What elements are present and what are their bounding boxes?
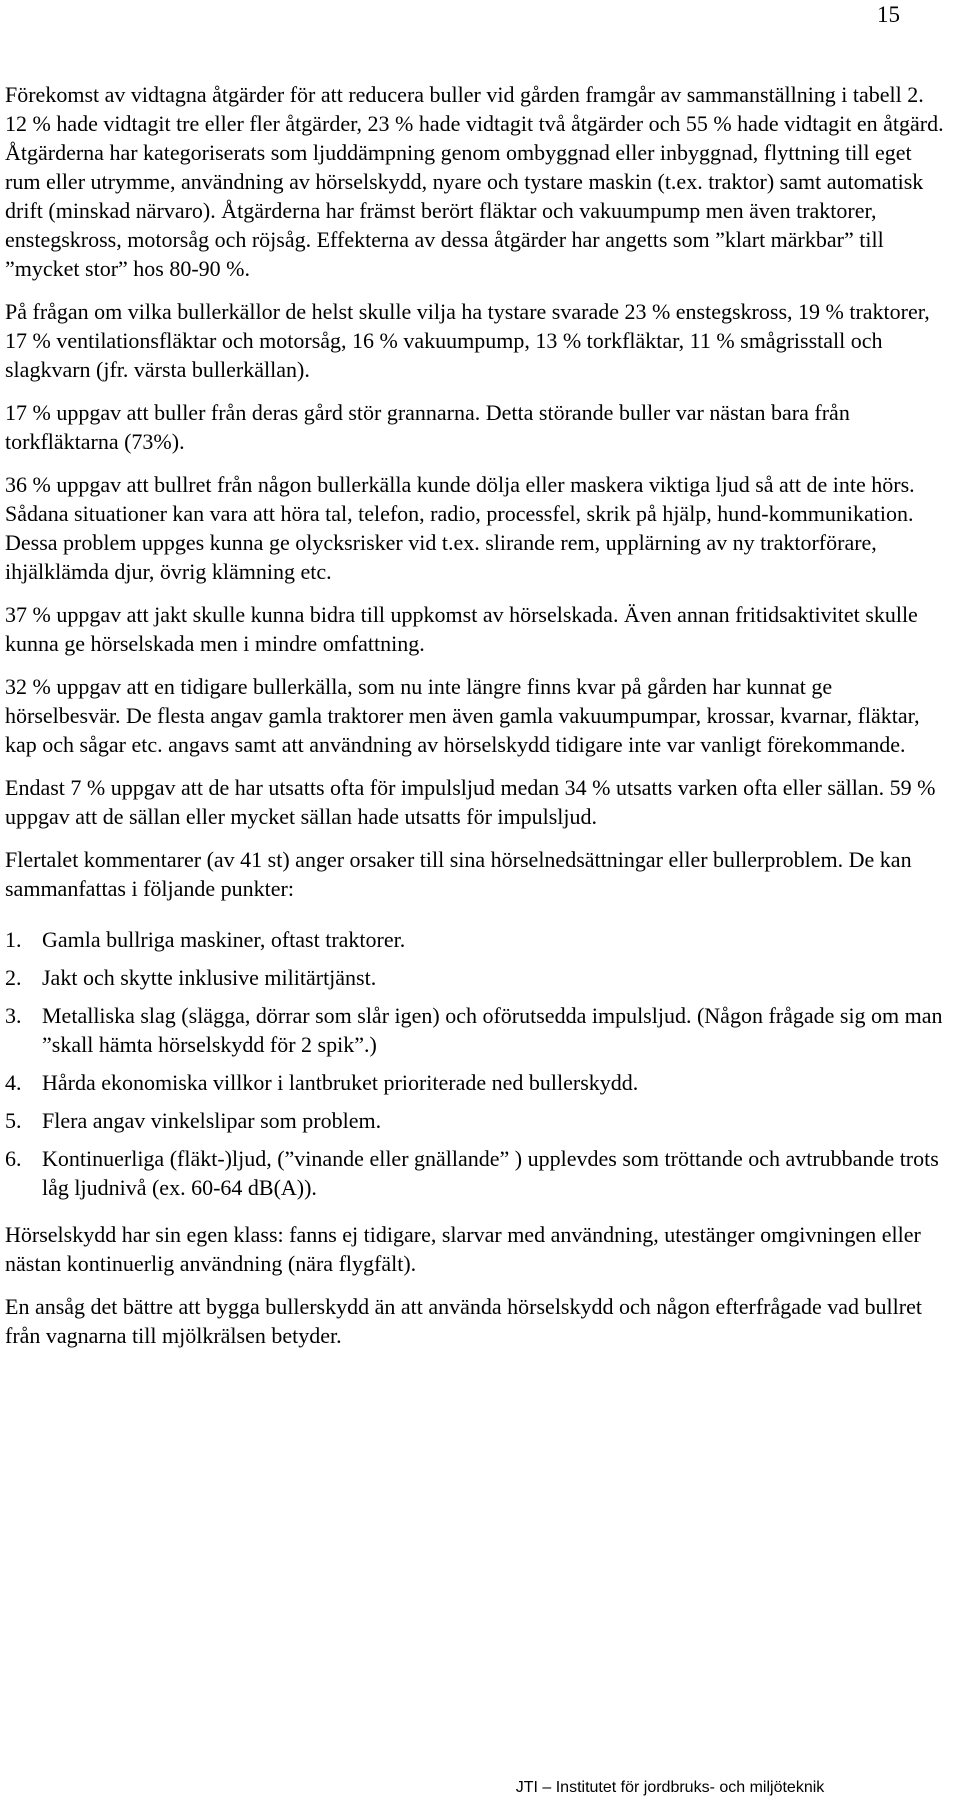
paragraph-masking: 36 % uppgav att bullret från någon bullerkälla kunde dölja eller maskera viktiga ljud så att de inte hörs. Sådana situationer kan vara att höra tal, telefon, radio, processfel, skrik på hjälp, hund-kommunikation. Dessa problem uppges kunna ge olycksrisker vid t.ex. slirande rem, upplärning av ny traktorförare, ihjälklämda djur, övrig klämning etc. <box>5 472 915 584</box>
list-item <box>5 1001 945 1059</box>
paragraph-neighbours: 17 % uppgav att buller från deras gård stör grannarna. Detta störande buller var nästan bara från torkfläktarna (73%). <box>5 400 850 454</box>
list-item-text: Jakt och skytte inklusive militärtjänst. <box>42 965 377 990</box>
list-item-text: Metalliska slag (slägga, dörrar som slår igen) och oförutsedda impulsljud. (Någon frågade sig om man ”skall hämta hörselskydd för 2 spik”.) <box>42 1003 943 1057</box>
list-item-text: Gamla bullriga maskiner, oftast traktorer. <box>42 927 406 952</box>
list-item <box>5 1144 945 1202</box>
paragraph-hunting: 37 % uppgav att jakt skulle kunna bidra till uppkomst av hörselskada. Även annan fritidsaktivitet skulle kunna ge hörselskada men i mindre omfattning. <box>5 602 918 656</box>
list-item-number: 2. <box>5 965 22 990</box>
list-item <box>5 1068 945 1097</box>
list-item-text: Kontinuerliga (fläkt-)ljud, (”vinande eller gnällande” ) upplevdes som tröttande och avtrubbande trots låg ljudnivå (ex. 60-64 dB(A)). <box>42 1146 939 1200</box>
document-body <box>5 80 945 1350</box>
list-item-number: 4. <box>5 1070 22 1095</box>
list-item-text: Flera angav vinkelslipar som problem. <box>42 1108 382 1133</box>
paragraph-earlier-sources: 32 % uppgav att en tidigare bullerkälla, som nu inte längre finns kvar på gården har kunnat ge hörselbesvär. De flesta angav gamla traktorer men även gamla vakuumpumpar, krossar, kvarnar, fläktar, kap och sågar etc. angavs samt att användning av hörselskydd tidigare inte var vanligt förekommande. <box>5 674 920 757</box>
list-item-number: 3. <box>5 1003 22 1028</box>
list-item-text: Hårda ekonomiska villkor i lantbruket prioriterade ned bullerskydd. <box>42 1070 639 1095</box>
list-item <box>5 925 945 954</box>
list-item <box>5 1106 945 1135</box>
list-item-number: 1. <box>5 927 22 952</box>
page-footer: JTI – Institutet för jordbruks- och miljöteknik <box>515 1779 825 1796</box>
list-item <box>5 963 945 992</box>
paragraph-impulse-sound: Endast 7 % uppgav att de har utsatts ofta för impulsljud medan 34 % utsatts varken ofta eller sällan. 59 % uppgav att de sällan eller mycket sällan hade utsatts för impulsljud. <box>5 775 936 829</box>
list-item-number: 5. <box>5 1108 22 1133</box>
paragraph-measures: Förekomst av vidtagna åtgärder för att reducera buller vid gården framgår av sammanställning i tabell 2. 12 % hade vidtagit tre eller fler åtgärder, 23 % hade vidtagit två åtgärder och 55 % hade vidtagit en åtgärd. Åtgärderna har kategoriserats som ljuddämpning genom ombyggnad eller inbyggnad, flyttning till eget rum eller utrymme, användning av hörselskydd, nyare och tystare maskin (t.ex. traktor) samt automatisk drift (minskad närvaro). Åtgärderna har främst berört fläktar och vakuumpump men även traktorer, enstegskross, motorsåg och röjsåg. Effekterna av dessa åtgärder har angetts som ”klart märkbar” till ”mycket stor” hos 80-90 %. <box>5 82 944 281</box>
paragraph-quieter-sources: På frågan om vilka bullerkällor de helst skulle vilja ha tystare svarade 23 % enstegskross, 19 % traktorer, 17 % ventilationsfläktar och motorsåg, 16 % vakuumpump, 13 % torkfläktar, 11 % smågrisstall och slagkvarn (jfr. värsta bullerkällan). <box>5 299 930 382</box>
paragraph-hearing-protection: Hörselskydd har sin egen klass: fanns ej tidigare, slarvar med användning, utestänger omgivningen eller nästan kontinuerlig användning (nära flygfält). <box>5 1222 921 1276</box>
paragraph-noise-barrier: En ansåg det bättre att bygga bullerskydd än att använda hörselskydd och någon efterfrågade vad bullret från vagnarna till mjölkrälsen betyder. <box>5 1294 922 1348</box>
paragraph-comments-intro: Flertalet kommentarer (av 41 st) anger orsaker till sina hörselnedsättningar eller bullerproblem. De kan sammanfattas i följande punkter: <box>5 847 912 901</box>
page-number: 15 <box>877 2 900 27</box>
numbered-list <box>5 925 945 1202</box>
list-item-number: 6. <box>5 1146 22 1171</box>
